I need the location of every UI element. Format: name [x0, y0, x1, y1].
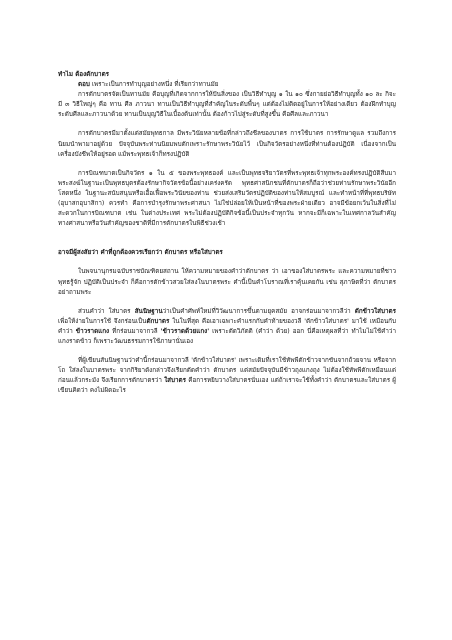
text-run: ส่วนคำว่า ใส่บาตร [78, 307, 135, 315]
emphasis-run: ตักบาตร [146, 317, 170, 325]
section-heading-why-alms: ทำไม ต้องตักบาตร [58, 71, 110, 78]
paragraph-2: การตักบาตรมีมาตั้งแต่สมัยพุทธกาล มีพระวินัยหลายข้อที่กล่าวถึงชีลของบาตร การใช้บาตร การรักษาดูแล รวมถึงการนิยมนำพามาอยู่ด้วย ปัจจุบันพระท่านนิยมพบตักเพราะรักษาพระวินัยไว้ เป็นกิจวัตรอย่างหนึ่งที่ท่านต้องปฏิบัติ เนื่องจากเป็นเครื่องบังชีพให้อยู่รอด แม้พระพุทธเจ้าก็ทรงปฏิบัติ [58, 130, 396, 158]
text-run: ที่ผู้เขียนสันนิษฐานว่าคำนี้กร่อนมาจากวลี 'ตักข้าวใส่บาตร' เพราะเดิมที่เราใช้ทัพพีตักข้าวจากขันจากถ้วยจาน หรือจากโถ ใส่ลงในบาตรพระ จากกิริยาดังกล่าวจึงเรียกตัดคำว่า ตักบาตร แต่สมัยปัจจุบันมีข้าวถุงแกงถุง ไม่ต้องใช้ทัพพีตักเหมือนแต่ก่อนแล้วกระมัง จึงเรียกการตักบาตรว่า [58, 357, 396, 385]
paragraph-5 [58, 307, 396, 347]
paragraph-gap [58, 120, 396, 129]
paragraph-gap [58, 347, 396, 356]
emphasis-run: ข้าวราดแกง [75, 327, 110, 335]
paragraph-4: ในพจนานุกรมฉบับราชบัณฑิตยสถาน ให้ความหมายของคำว่าตักบาตร ว่า เอาของใส่บาตรพระ และความหมายที่ชาวพุทธรู้จัก ปฏิบัติเป็นประจำ ก็คือการตักข้าวสวยใส่ลงในบาตรพระ คำนี้เป็นคำโบราณที่เราคุ้นเคยกัน เช่น สุภาษิตที่ว่า ตักบาตรอย่าถามพระ [58, 268, 396, 296]
section-heading-term-question: อาจมีผู้สงสัยว่า คำที่ถูกต้องควรเรียกว่า ตักบาตร หรือใส่บาตร [58, 249, 223, 257]
answer-label: ตอบ [78, 81, 90, 89]
text-run: ในในที่สุด คือเอาเฉพาะคำแรกกับคำท้ายของวลี 'ตักข้าวใส่บาตร' มาใช้ เหมือนกับคำว่า [58, 317, 396, 335]
paragraph-gap [58, 298, 396, 307]
emphasis-run: 'ข้าวราดด้วยแกง' [160, 327, 210, 335]
text-run: ที่กร่อนมาจากวลี [109, 327, 161, 335]
section-gap [58, 229, 396, 248]
text-run: เพราะตัดวิภัตติ (คำว่า ด้วย) ออก นี่คือเหตุผลที่ว่า ทำไมไม่ใช้คำว่า แกงราดข้าว ก็เพราะวัฒนธรรมการใช้ภาษานั่นเอง [58, 327, 396, 345]
emphasis-run: ตักข้าวใส่บาตร [354, 307, 396, 315]
document-body [58, 70, 396, 396]
emphasis-run: ใส่บาตร [164, 377, 187, 385]
answer-text: เพราะเป็นการทำบุญอย่างหนึ่ง ที่เรียกว่าทานมัย [89, 81, 219, 89]
paragraph-gap [58, 258, 396, 267]
emphasis-run: สันนิษฐาน [134, 307, 163, 315]
text-run: เพื่อให้ง่ายในการใช้ จึงกร่อนเป็น [58, 317, 147, 325]
paragraph-gap [58, 160, 396, 169]
text-run: ว่าเป็นคำศัพท์ใหม่ที่วิวัฒนาการขึ้นตามยุคสมัย อาจกร่อนมาจากวลีว่า [162, 307, 355, 315]
answer-line [58, 80, 396, 90]
paragraph-1: การตักบาตรจัดเป็นทานมัย คือบุญที่เกิดจากการให้ปันสิ่งของ เป็นวิธีทำบุญ ๑ ใน ๑๐ ซึ่งกายย่อวิธีทำบุญทั้ง ๑๐ ละ กิจะมี ๓ วิธีใหญ่ๆ คือ ทาน ศีล ภาวนา ทานเป็นวิธีทำบุญที่สำคัญในระดับพื้นๆ แต่ต้องไม่ติดอยู่ในการให้อย่างเดียว ต้องฝึกทำบุญระดับศีลและภาวนาด้วย ทานเป็นบุญวิธีในเบื้องต้นเท่านั้น ต้องก้าวไปสู่ระดับที่สูงขึ้น คือศีลและภาวนา [58, 91, 396, 119]
paragraph-6 [58, 356, 396, 396]
text-run: คือการหยิบวางใส่บาตรนั่นเอง แต่ถ้าเราจะใช้ทั้งคำว่า ตักบาตรและใส่บาตร ผู้เขียนคิดว่า คงไม่ผิดอะไร [58, 377, 396, 395]
paragraph-3: การบิณฑบาตเป็นกิจวัตร ๑ ใน ๕ ของพระพุทธองค์ และเป็นพุทธจริยาวัตรที่พระพุทธเจ้าทุกพระองค์ทรงปฏิบัติสืบมา พระสงฆ์ในฐานะเป็นพุทธบุตรต้องรักษากิจวัตรข้อนี้อย่างเคร่งครัด พุทธศาสนิกชนที่ตักบาตรก็ถือว่าช่วยท่านรักษาพระวินัยอีกโสดหนึ่ง ในฐานะสนับสนุนหรือเอื้อเฟื้อพระวินัยของท่าน ช่วยส่งเสริมวัตรปฏิบัติของท่านให้สมบูรณ์ และทำหน้าที่ที่พุทธบริษัท (อุบาสกอุบาสิกา) ควรทำ คือการบำรุงรักษาพระศาสนา ไม่ใช่ปล่อยให้เป็นหน้าที่ของพระฝ่ายเดียว อาจมีข้อยกเว้นในสิ่งที่ไม่สะดวกในการบิณฑบาต เช่น ในต่างประเทศ พระไม่ต้องปฏิบัติกิจข้อนี้เป็นประจำทุกวัน หากจะมีก็เฉพาะในเทศกาลวันสำคัญทางศาสนาหรือวันสำคัญของชาติที่มีการตักบาตรในพิธีช่วงเช้า [58, 169, 396, 228]
